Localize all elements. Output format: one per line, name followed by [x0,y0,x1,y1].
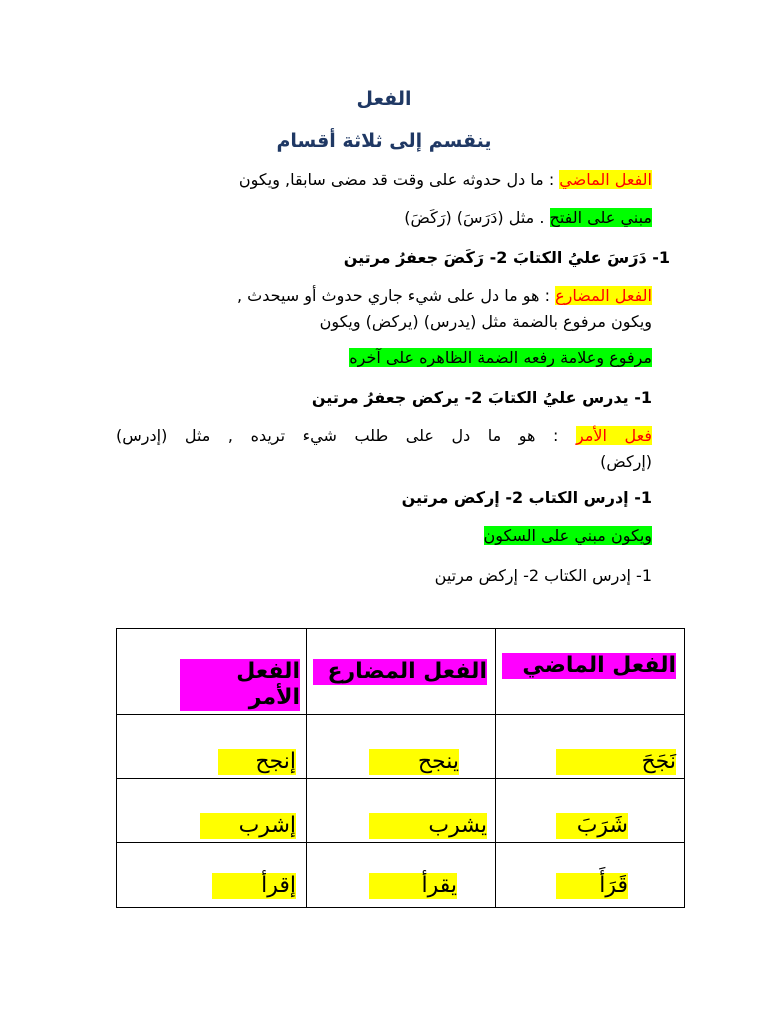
past-verb: قَرَأَ [556,873,628,899]
imperative-example-bold-text: 1- إدرس الكتاب 2- إركض مرتين [401,488,652,507]
imperative-example-bold [402,488,652,507]
imperative-term: فعل الأمر [575,426,652,445]
table-header-row [117,629,685,715]
imperative-example-plain-text: 1- إدرس الكتاب 2- إركض مرتين [434,566,652,585]
title-text: الفعل [356,88,412,110]
cell-present [307,779,496,843]
present-rule [349,348,652,367]
page-subtitle [0,130,768,152]
present-definition-line2 [320,312,652,331]
header-past: الفعل الماضي [502,653,676,679]
header-cell-present [307,629,496,715]
past-def2: . مثل (دَرَسَ) (رَكَضَ) [404,208,550,227]
header-present: الفعل المضارع [313,659,487,685]
imperative-example-plain [435,566,652,585]
present-def2: ويكون مرفوع بالضمة مثل (يدرس) (يركض) ويكون [319,312,652,331]
cell-present [307,715,496,779]
page-title [0,88,768,110]
present-verb: يشرب [369,813,487,839]
imperative-definition-line2 [600,452,652,471]
present-term: الفعل المضارع [555,286,652,305]
cell-past [496,779,685,843]
imperative-verb: إقرأ [212,873,296,899]
cell-imperative [117,715,307,779]
imperative-rule [484,526,652,545]
subtitle-text: ينقسم إلى ثلاثة أقسام [276,130,492,152]
past-verb: نَجَحَ [556,749,676,775]
past-def1: : ما دل حدوثه على وقت قد مضى سابقا, ويكون [238,170,560,189]
present-rule-text: مرفوع وعلامة رفعه الضمة الظاهره على آخره [349,348,652,367]
imperative-verb: إشرب [200,813,296,839]
cell-present [307,843,496,908]
cell-past [496,715,685,779]
present-example-text: 1- يدرس عليُ الكتابَ 2- يركض جعفرُ مرتين [311,388,652,407]
past-built-rule: مبني على الفتح [549,208,652,227]
table-row [117,779,685,843]
past-definition-line1 [239,170,652,189]
imperative-def1: : هو ما دل على طلب شيء تريده , مثل (إدرس) [116,426,576,445]
cell-past [496,843,685,908]
imperative-definition-line1 [116,426,652,445]
cell-imperative [117,843,307,908]
past-example-text: 1- دَرَسَ عليُ الكتابَ 2- رَكَضَ جعفرُ مرتين [343,248,670,267]
header-cell-past [496,629,685,715]
imperative-verb: إنجح [218,749,296,775]
past-example [344,248,670,267]
past-term: الفعل الماضي [559,170,652,189]
present-def1: : هو ما دل على شيء جاري حدوث أو سيحدث , [237,286,556,305]
present-definition-line1 [237,286,652,305]
table-row [117,715,685,779]
verbs-table [116,628,685,908]
table-row [117,843,685,908]
present-verb: ينجح [369,749,459,775]
header-imperative: الفعل الأمر [180,659,300,711]
cell-imperative [117,779,307,843]
imperative-rule-text: ويكون مبني على السكون [483,526,652,545]
present-verb: يقرأ [369,873,457,899]
header-cell-imperative [117,629,307,715]
imperative-def2: (إركض) [600,452,652,471]
past-definition-line2 [404,208,652,227]
past-verb: شَرَبَ [556,813,628,839]
present-example [312,388,652,407]
